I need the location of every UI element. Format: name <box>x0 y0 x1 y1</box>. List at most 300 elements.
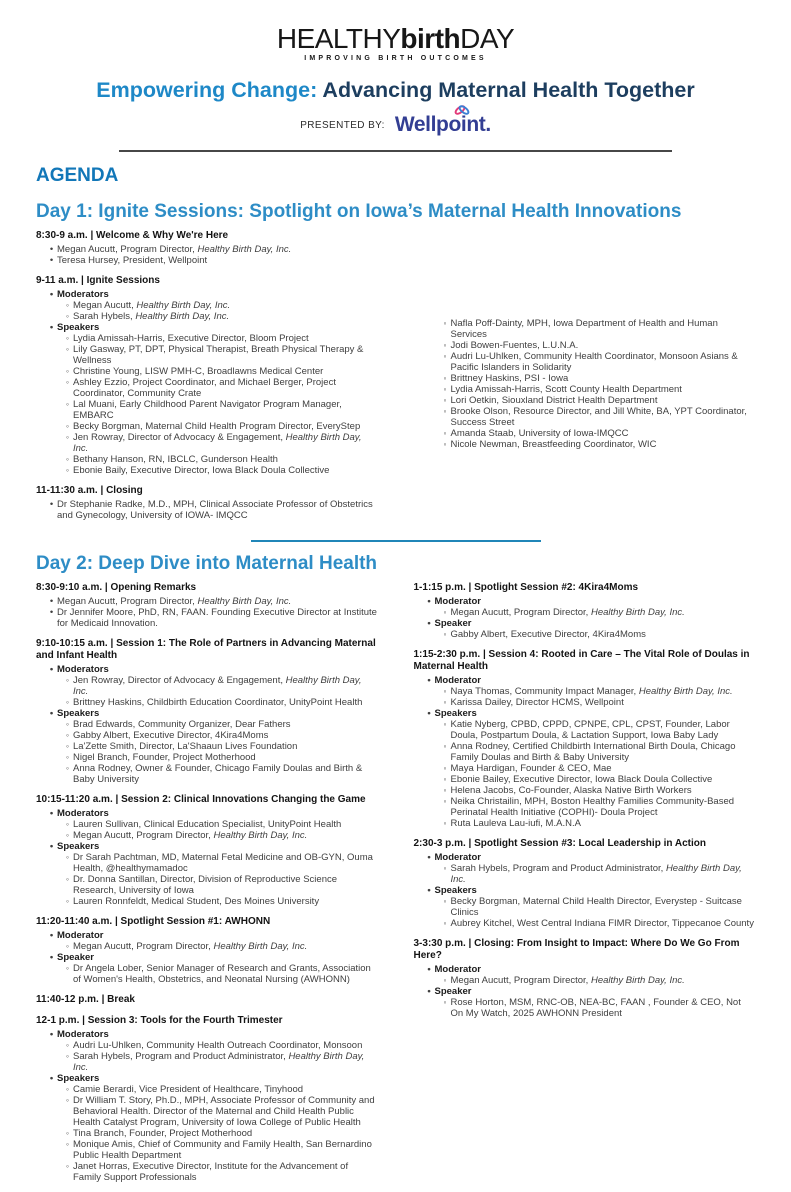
item-text: Brooke Olson, Resource Director, and Jill White, BA, YPT Coordinator, Success Street <box>450 406 747 428</box>
speaker-item <box>36 366 378 377</box>
speaker-item <box>36 1095 378 1128</box>
day1-title: Day 1: Ignite Sessions: Spotlight on Iowa’s Maternal Health Innovations <box>36 201 682 222</box>
org-name-italic: Healthy Birth Day, Inc. <box>73 675 362 697</box>
speaker-item <box>414 318 756 340</box>
speaker-item <box>36 830 378 841</box>
bullet-circle-icon: ◦ <box>65 366 69 376</box>
bullet-circle-icon: ◦ <box>65 675 69 685</box>
bullet-circle-icon: ◦ <box>443 384 447 394</box>
bullet-circle-icon: ◦ <box>65 377 69 387</box>
item-text: Megan Aucutt, Program Director, Healthy Birth Day, Inc. <box>73 830 308 841</box>
item-text: Lauren Sullivan, Clinical Education Specialist, UnityPoint Health <box>73 819 342 830</box>
item-text: Naya Thomas, Community Impact Manager, Healthy Birth Day, Inc. <box>450 686 733 697</box>
speaker-item <box>414 796 756 818</box>
item-text: Megan Aucutt, Program Director, Healthy Birth Day, Inc. <box>450 975 685 986</box>
bullet-circle-icon: ◦ <box>65 1095 69 1105</box>
item-text: Becky Borgman, Maternal Child Health Director, Everystep - Suitcase Clinics <box>450 896 742 918</box>
speaker-item <box>36 1084 378 1095</box>
item-text: Megan Aucutt, Program Director, Healthy Birth Day, Inc. <box>57 244 292 255</box>
agenda-item <box>36 952 378 963</box>
bullet-circle-icon: ◦ <box>443 439 447 449</box>
item-text: Teresa Hursey, President, Wellpoint <box>57 255 208 266</box>
agenda-item <box>36 664 378 675</box>
bullet-dot-icon: • <box>427 885 431 896</box>
bullet-circle-icon: ◦ <box>65 1139 69 1149</box>
bullet-circle-icon: ◦ <box>443 686 447 696</box>
day2-columns <box>0 582 791 1192</box>
logo-text-birth: birth <box>400 23 461 54</box>
agenda-section <box>36 275 378 476</box>
agenda-item <box>36 930 378 941</box>
item-text: Speakers <box>57 841 100 852</box>
bullet-dot-icon: • <box>49 664 54 675</box>
presented-by-row <box>0 113 791 137</box>
speaker-item <box>36 300 378 311</box>
session-items <box>36 289 378 476</box>
item-text: Speaker <box>434 986 472 997</box>
speaker-item <box>36 763 378 785</box>
speaker-item <box>36 454 378 465</box>
logo-tagline: IMPROVING BIRTH OUTCOMES <box>304 55 487 62</box>
agenda-item <box>414 618 756 629</box>
bullet-circle-icon: ◦ <box>65 874 69 884</box>
speaker-item <box>414 774 756 785</box>
bullet-circle-icon: ◦ <box>443 318 447 328</box>
session-time-heading: 11:20-11:40 a.m. | Spotlight Session #1: AWHONN <box>36 916 271 927</box>
day1-left-column <box>36 230 378 530</box>
bullet-circle-icon: ◦ <box>65 333 69 343</box>
speaker-item <box>36 344 378 366</box>
bullet-dot-icon: • <box>49 841 54 852</box>
speaker-item <box>414 863 756 885</box>
day1-columns <box>0 230 791 530</box>
presented-by-label: PRESENTED BY: <box>300 119 385 131</box>
speaker-item <box>414 918 756 929</box>
bullet-circle-icon: ◦ <box>443 774 447 784</box>
speaker-item <box>36 1161 378 1183</box>
item-text: Nigel Branch, Founder, Project Motherhood <box>73 752 256 763</box>
item-text: Becky Borgman, Maternal Child Health Program Director, EveryStep <box>73 421 361 432</box>
speaker-item <box>36 852 378 874</box>
speaker-item <box>36 333 378 344</box>
org-name-italic: Healthy Birth Day, Inc. <box>450 863 742 885</box>
bullet-dot-icon: • <box>49 952 54 963</box>
item-text: Camie Berardi, Vice President of Healthcare, Tinyhood <box>73 1084 304 1095</box>
item-text: Moderators <box>57 664 109 675</box>
speaker-item <box>414 384 756 395</box>
bullet-dot-icon: • <box>427 675 431 686</box>
item-text: Megan Aucutt, Program Director, Healthy Birth Day, Inc. <box>57 596 292 607</box>
speaker-item <box>36 752 378 763</box>
item-text: Helena Jacobs, Co-Founder, Alaska Native Birth Workers <box>450 785 692 796</box>
speaker-item <box>36 432 378 454</box>
session-items <box>414 675 756 829</box>
item-text: Katie Nyberg, CPBD, CPPD, CPNPE, CPL, CPST, Founder, Labor Doula, Postpartum Doula, & Lactation Support, Iowa Baby Lady <box>450 719 730 741</box>
agenda-item <box>36 607 378 629</box>
day2-right-column <box>414 582 756 1028</box>
agenda-item <box>36 244 378 255</box>
item-text: Moderator <box>434 596 481 607</box>
item-text: Nicole Newman, Breastfeeding Coordinator, WIC <box>450 439 657 450</box>
bullet-circle-icon: ◦ <box>443 896 447 906</box>
day2-left-column <box>36 582 378 1192</box>
agenda-item <box>414 596 756 607</box>
bullet-circle-icon: ◦ <box>443 395 447 405</box>
speaker-item <box>414 997 756 1019</box>
bullet-circle-icon: ◦ <box>65 752 69 762</box>
agenda-item <box>36 322 378 333</box>
agenda-section <box>414 582 756 640</box>
agenda-section <box>36 485 378 521</box>
item-text: Gabby Albert, Executive Director, 4Kira4Moms <box>450 629 646 640</box>
item-text: Speaker <box>434 618 472 629</box>
org-name-italic: Healthy Birth Day, Inc. <box>213 941 308 952</box>
item-text: Speakers <box>434 885 477 896</box>
speaker-item <box>414 741 756 763</box>
bullet-dot-icon: • <box>49 1073 54 1084</box>
session-items <box>414 852 756 929</box>
speaker-item <box>36 941 378 952</box>
bullet-circle-icon: ◦ <box>65 730 69 740</box>
session-time-heading: 8:30-9 a.m. | Welcome & Why We're Here <box>36 230 229 241</box>
speaker-item <box>414 373 756 384</box>
healthy-birth-day-logo <box>0 24 791 54</box>
bullet-circle-icon: ◦ <box>443 763 447 773</box>
agenda-item <box>414 885 756 896</box>
bullet-circle-icon: ◦ <box>443 629 447 639</box>
agenda-section <box>36 582 378 629</box>
agenda-item <box>36 808 378 819</box>
logo-text-day: DAY <box>460 23 515 54</box>
bullet-dot-icon: • <box>49 244 54 255</box>
speaker-item <box>414 896 756 918</box>
speaker-item <box>414 818 756 829</box>
item-text: Rose Horton, MSM, RNC-OB, NEA-BC, FAAN , Founder & CEO, Not On My Watch, 2025 AWHONN President <box>450 997 741 1019</box>
bullet-circle-icon: ◦ <box>65 819 69 829</box>
session-time-heading: 10:15-11:20 a.m. | Session 2: Clinical Innovations Changing the Game <box>36 794 366 805</box>
agenda-item <box>414 964 756 975</box>
item-text: Jen Rowray, Director of Advocacy & Engagement, Healthy Birth Day, Inc. <box>73 675 362 697</box>
bullet-circle-icon: ◦ <box>65 896 69 906</box>
item-text: Sarah Hybels, Program and Product Administrator, Healthy Birth Day, Inc. <box>73 1051 365 1073</box>
speaker-item <box>414 351 756 373</box>
event-title-rest: Advancing Maternal Health Together <box>322 78 695 102</box>
logo-text-healthy: HEALTHY <box>276 23 401 54</box>
speaker-item <box>414 406 756 428</box>
speaker-item <box>36 697 378 708</box>
item-text: Jen Rowray, Director of Advocacy & Engagement, Healthy Birth Day, Inc. <box>73 432 362 454</box>
speaker-item <box>36 399 378 421</box>
bullet-dot-icon: • <box>427 986 431 997</box>
item-text: Lori Oetkin, Siouxland District Health Department <box>450 395 658 406</box>
bullet-circle-icon: ◦ <box>443 997 447 1007</box>
bullet-circle-icon: ◦ <box>65 1161 69 1171</box>
speaker-item <box>414 719 756 741</box>
bullet-dot-icon: • <box>49 596 54 607</box>
item-text: Moderators <box>57 289 109 300</box>
agenda-item <box>36 289 378 300</box>
event-title-highlight: Empowering Change: <box>96 78 323 102</box>
session-time-heading: 9:10-10:15 a.m. | Session 1: The Role of Partners in Advancing Maternal and Infant Health <box>36 638 376 661</box>
item-text: Dr Jennifer Moore, PhD, RN, FAAN. Founding Executive Director at Institute for Medicaid Innovation. <box>57 607 377 629</box>
bullet-circle-icon: ◦ <box>65 454 69 464</box>
session-items <box>36 596 378 629</box>
bullet-dot-icon: • <box>427 596 431 607</box>
item-text: Aubrey Kitchel, West Central Indiana FIMR Director, Tippecanoe County <box>450 918 754 929</box>
agenda-item <box>36 708 378 719</box>
agenda-section <box>36 794 378 907</box>
bullet-dot-icon: • <box>49 607 54 618</box>
item-text: Jodi Bowen-Fuentes, L.U.N.A. <box>450 340 579 351</box>
org-name-italic: Healthy Birth Day, Inc. <box>213 830 308 841</box>
item-text: Moderator <box>434 964 481 975</box>
speaker-item <box>414 785 756 796</box>
item-text: Janet Horras, Executive Director, Institute for the Advancement of Family Support Professionals <box>73 1161 349 1183</box>
speaker-item <box>36 1139 378 1161</box>
speaker-item <box>36 819 378 830</box>
session-items <box>36 930 378 985</box>
bullet-circle-icon: ◦ <box>65 719 69 729</box>
bullet-dot-icon: • <box>49 322 54 333</box>
agenda-section <box>414 649 756 829</box>
bullet-dot-icon: • <box>49 289 54 300</box>
item-text: Brittney Haskins, Childbirth Education Coordinator, UnityPoint Health <box>73 697 363 708</box>
agenda-item <box>36 1029 378 1040</box>
session-time-heading: 11:40-12 p.m. | Break <box>36 994 135 1005</box>
item-text: Dr Angela Lober, Senior Manager of Research and Grants, Association of Women's Health, Obstetrics, and Neonatal Nursing (AWHONN) <box>73 963 371 985</box>
agenda-item <box>414 986 756 997</box>
session-items <box>36 664 378 785</box>
bullet-dot-icon: • <box>49 708 54 719</box>
bullet-circle-icon: ◦ <box>65 852 69 862</box>
bullet-circle-icon: ◦ <box>443 428 447 438</box>
agenda-section <box>36 230 378 266</box>
item-text: Speakers <box>57 322 100 333</box>
item-text: Lily Gasway, PT, DPT, Physical Therapist, Breath Physical Therapy & Wellness <box>73 344 364 366</box>
bullet-circle-icon: ◦ <box>443 863 447 873</box>
org-name-italic: Healthy Birth Day, Inc. <box>135 311 230 322</box>
item-text: Ebonie Bailey, Executive Director, Iowa Black Doula Collective <box>450 774 713 785</box>
bullet-circle-icon: ◦ <box>443 918 447 928</box>
page-header <box>0 0 791 152</box>
item-text: Moderator <box>434 852 481 863</box>
speaker-item <box>36 896 378 907</box>
item-text: Megan Aucutt, Program Director, Healthy Birth Day, Inc. <box>73 941 308 952</box>
day-section-divider-line <box>251 540 541 542</box>
agenda-item <box>36 596 378 607</box>
bullet-circle-icon: ◦ <box>65 300 69 310</box>
item-text: Speaker <box>57 952 94 963</box>
session-time-heading: 12-1 p.m. | Session 3: Tools for the Fourth Trimester <box>36 1015 283 1026</box>
session-time-heading: 11-11:30 a.m. | Closing <box>36 485 143 496</box>
bullet-circle-icon: ◦ <box>443 340 447 350</box>
bullet-circle-icon: ◦ <box>65 763 69 773</box>
org-name-italic: Healthy Birth Day, Inc. <box>590 607 685 618</box>
speaker-item <box>414 340 756 351</box>
bullet-circle-icon: ◦ <box>65 421 69 431</box>
session-items <box>36 499 378 521</box>
bullet-circle-icon: ◦ <box>443 719 447 729</box>
item-text: Megan Aucutt, Program Director, Healthy Birth Day, Inc. <box>450 607 685 618</box>
bullet-circle-icon: ◦ <box>65 830 69 840</box>
agenda-section <box>36 994 378 1006</box>
item-text: Speakers <box>57 708 100 719</box>
speaker-item <box>414 697 756 708</box>
agenda-item <box>36 841 378 852</box>
speaker-item <box>36 377 378 399</box>
session-items <box>414 318 756 450</box>
item-text: Megan Aucutt, Healthy Birth Day, Inc. <box>73 300 231 311</box>
bullet-circle-icon: ◦ <box>65 344 69 354</box>
bullet-circle-icon: ◦ <box>65 465 69 475</box>
bullet-dot-icon: • <box>49 1029 54 1040</box>
speaker-item <box>36 741 378 752</box>
bullet-circle-icon: ◦ <box>443 818 447 828</box>
agenda-item <box>414 675 756 686</box>
item-text: Audri Lu-Uhlken, Community Health Outreach Coordinator, Monsoon <box>73 1040 363 1051</box>
bullet-circle-icon: ◦ <box>65 963 69 973</box>
speaker-item <box>414 686 756 697</box>
speaker-item <box>414 607 756 618</box>
org-name-italic: Healthy Birth Day, Inc. <box>73 1051 365 1073</box>
item-text: Speakers <box>434 708 477 719</box>
session-time-heading: 8:30-9:10 a.m. | Opening Remarks <box>36 582 197 593</box>
item-text: Dr Sarah Pachtman, MD, Maternal Fetal Medicine and OB-GYN, Ouma Health, @healthymamadoc <box>73 852 373 874</box>
item-text: Speakers <box>57 1073 100 1084</box>
item-text: Christine Young, LISW PMH-C, Broadlawns Medical Center <box>73 366 324 377</box>
agenda-item <box>36 499 378 521</box>
item-text: Moderators <box>57 808 109 819</box>
item-text: Sarah Hybels, Healthy Birth Day, Inc. <box>73 311 230 322</box>
speaker-item <box>36 1051 378 1073</box>
session-items <box>36 1029 378 1183</box>
agenda-section <box>414 838 756 929</box>
item-text: Neika Christailin, MPH, Boston Healthy Families Community-Based Perinatal Health Initiative (COPHI)- Doula Project <box>450 796 735 818</box>
item-text: Ashley Ezzio, Project Coordinator, and Michael Berger, Project Coordinator, Community Crate <box>73 377 336 399</box>
agenda-item <box>36 255 378 266</box>
session-items <box>36 808 378 907</box>
org-name-italic: Healthy Birth Day, Inc. <box>136 300 231 311</box>
bullet-circle-icon: ◦ <box>65 432 69 442</box>
org-name-italic: Healthy Birth Day, Inc. <box>73 432 362 454</box>
org-name-italic: Healthy Birth Day, Inc. <box>590 975 685 986</box>
bullet-circle-icon: ◦ <box>65 741 69 751</box>
speaker-item <box>414 439 756 450</box>
bullet-circle-icon: ◦ <box>65 1128 69 1138</box>
item-text: Anna Rodney, Certified Childbirth International Birth Doula, Chicago Family Doulas and Birth & Baby University <box>450 741 736 763</box>
bullet-circle-icon: ◦ <box>65 941 69 951</box>
bullet-dot-icon: • <box>49 930 54 941</box>
item-text: Lydia Amissah-Harris, Executive Director, Bloom Project <box>73 333 309 344</box>
speaker-item <box>36 719 378 730</box>
session-time-heading: 9-11 a.m. | Ignite Sessions <box>36 275 160 286</box>
speaker-item <box>36 730 378 741</box>
item-text: Dr. Donna Santillan, Director, Division of Reproductive Science Research, University of Iowa <box>73 874 338 896</box>
bullet-circle-icon: ◦ <box>443 975 447 985</box>
bullet-circle-icon: ◦ <box>443 741 447 751</box>
bullet-dot-icon: • <box>49 808 54 819</box>
org-name-italic: Healthy Birth Day, Inc. <box>197 596 292 607</box>
agenda-item <box>414 708 756 719</box>
speaker-item <box>36 1128 378 1139</box>
bullet-circle-icon: ◦ <box>443 373 447 383</box>
speaker-item <box>36 675 378 697</box>
item-text: Monique Amis, Chief of Community and Family Health, San Bernardino Public Health Department <box>73 1139 372 1161</box>
bullet-dot-icon: • <box>427 618 431 629</box>
bullet-circle-icon: ◦ <box>443 607 447 617</box>
bullet-circle-icon: ◦ <box>443 351 447 361</box>
session-time-heading: 3-3:30 p.m. | Closing: From Insight to Impact: Where Do We Go From Here? <box>413 938 740 961</box>
item-text: La'Zette Smith, Director, La'Shaaun Lives Foundation <box>73 741 298 752</box>
wellpoint-wordmark: Wellpoint. <box>394 113 491 136</box>
item-text: Brad Edwards, Community Organizer, Dear Fathers <box>73 719 291 730</box>
agenda-item <box>414 852 756 863</box>
agenda-heading: AGENDA <box>36 165 119 186</box>
bullet-circle-icon: ◦ <box>443 406 447 416</box>
speaker-item <box>414 428 756 439</box>
item-text: Lal Muani, Early Childhood Parent Navigator Program Manager, EMBARC <box>73 399 342 421</box>
day2-title: Day 2: Deep Dive into Maternal Health <box>36 553 378 574</box>
bullet-circle-icon: ◦ <box>65 697 69 707</box>
bullet-circle-icon: ◦ <box>443 697 447 707</box>
speaker-item <box>36 465 378 476</box>
item-text: Lauren Ronnfeldt, Medical Student, Des Moines University <box>73 896 320 907</box>
bullet-circle-icon: ◦ <box>65 311 69 321</box>
bullet-dot-icon: • <box>427 708 431 719</box>
session-time-heading: 1:15-2:30 p.m. | Session 4: Rooted in Care – The Vital Role of Doulas in Maternal Health <box>413 649 750 672</box>
agenda-section <box>36 916 378 985</box>
agenda-section <box>36 1015 378 1183</box>
session-items <box>414 964 756 1019</box>
speaker-item <box>36 963 378 985</box>
item-text: Bethany Hanson, RN, IBCLC, Gunderson Health <box>73 454 278 465</box>
bullet-circle-icon: ◦ <box>443 796 447 806</box>
speaker-item <box>414 395 756 406</box>
session-time-heading: 2:30-3 p.m. | Spotlight Session #3: Local Leadership in Action <box>413 838 706 849</box>
item-text: Nafla Poff-Dainty, MPH, Iowa Department of Health and Human Services <box>450 318 718 340</box>
item-text: Ebonie Baily, Executive Director, Iowa Black Doula Collective <box>73 465 330 476</box>
session-items <box>414 596 756 640</box>
org-name-italic: Healthy Birth Day, Inc. <box>197 244 292 255</box>
item-text: Gabby Albert, Executive Director, 4Kira4Moms <box>73 730 269 741</box>
day1-right-column <box>414 230 756 459</box>
wellpoint-logo <box>395 113 491 137</box>
speaker-item <box>36 311 378 322</box>
header-divider-line <box>119 150 672 152</box>
item-text: Dr Stephanie Radke, M.D., MPH, Clinical Associate Professor of Obstetrics and Gynecology, University of IOWA- IMQCC <box>57 499 373 521</box>
agenda-item <box>36 1073 378 1084</box>
speaker-item <box>36 1040 378 1051</box>
item-text: Moderator <box>57 930 104 941</box>
item-text: Sarah Hybels, Program and Product Administrator, Healthy Birth Day, Inc. <box>450 863 742 885</box>
bullet-dot-icon: • <box>427 964 431 975</box>
bullet-circle-icon: ◦ <box>65 399 69 409</box>
item-text: Audri Lu-Uhlken, Community Health Coordinator, Monsoon Asians & Pacific Islanders in Solidarity <box>450 351 738 373</box>
item-text: Lydia Amissah-Harris, Scott County Health Department <box>450 384 682 395</box>
bullet-circle-icon: ◦ <box>65 1051 69 1061</box>
agenda-section <box>36 638 378 785</box>
bullet-dot-icon: • <box>49 255 54 266</box>
session-items <box>36 244 378 266</box>
bullet-circle-icon: ◦ <box>65 1040 69 1050</box>
event-title <box>0 77 791 103</box>
speaker-item <box>36 421 378 432</box>
agenda-section <box>414 938 756 1019</box>
speaker-item <box>36 874 378 896</box>
bullet-circle-icon: ◦ <box>65 1084 69 1094</box>
agenda-section <box>414 318 756 450</box>
item-text: Brittney Haskins, PSI - Iowa <box>450 373 569 384</box>
